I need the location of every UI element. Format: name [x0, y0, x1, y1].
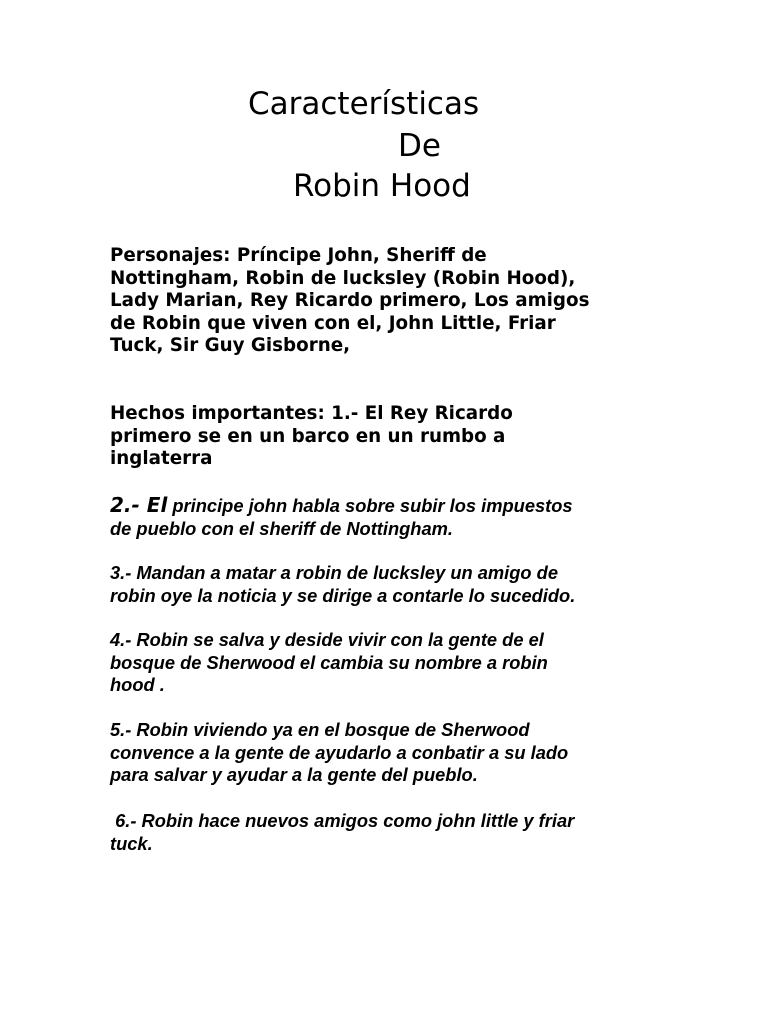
personajes-line: Tuck, Sir Guy Gisborne,: [110, 335, 351, 356]
hechos-line: Hechos importantes: 1.- El Rey Ricardo: [110, 403, 513, 424]
hecho-6-line: 6.- Robin hace nuevos amigos como john little y friar: [110, 810, 575, 831]
hechos-line: primero se en un barco en un rumbo a: [110, 425, 506, 447]
hechos-paragraph: [110, 403, 670, 471]
hecho-5-paragraph: [110, 719, 670, 787]
hecho-2-line: [110, 494, 670, 518]
hecho-4-paragraph: [110, 629, 670, 697]
personajes-line: Nottingham, Robin de lucksley (Robin Hood),: [110, 267, 576, 289]
hecho-4-line: hood .: [110, 674, 165, 695]
hecho-2-number: 2.- El: [110, 493, 168, 517]
hecho-2-line: de pueblo con el sheriff de Nottingham.: [110, 517, 453, 539]
title-line-3: Robin Hood: [293, 168, 471, 204]
personajes-paragraph: [110, 245, 670, 358]
hecho-2-paragraph: [110, 494, 670, 540]
hecho-2-text: principe john habla sobre subir los impuestos: [167, 495, 573, 516]
hecho-5-line: convence a la gente de ayudarlo a conbatir a su lado: [110, 741, 569, 763]
hecho-6-line: tuck.: [110, 832, 153, 854]
hecho-4-line: 4.- Robin se salva y deside vivir con la gente de el: [110, 629, 544, 650]
hecho-5-line: 5.- Robin viviendo ya en el bosque de Sherwood: [110, 719, 530, 740]
hecho-3-line: 3.- Mandan a matar a robin de lucksley un amigo de: [110, 562, 559, 583]
personajes-line: Lady Marian, Rey Ricardo primero, Los amigos: [110, 290, 590, 311]
title-line-1: Características: [248, 86, 480, 122]
hecho-3-line: robin oye la noticia y se dirige a contarle lo sucedido.: [110, 584, 576, 606]
hecho-6-paragraph: [110, 810, 670, 855]
title-line-2: De: [398, 128, 441, 164]
personajes-line: de Robin que viven con el, John Little, Friar: [110, 312, 556, 334]
hechos-line: inglaterra: [110, 448, 213, 469]
hecho-3-paragraph: [110, 562, 670, 607]
hecho-4-line: bosque de Sherwood el cambia su nombre a robin: [110, 651, 548, 673]
personajes-line: Personajes: Príncipe John, Sheriff de: [110, 245, 487, 266]
hecho-5-line: para salvar y ayudar a la gente del pueblo.: [110, 764, 478, 785]
